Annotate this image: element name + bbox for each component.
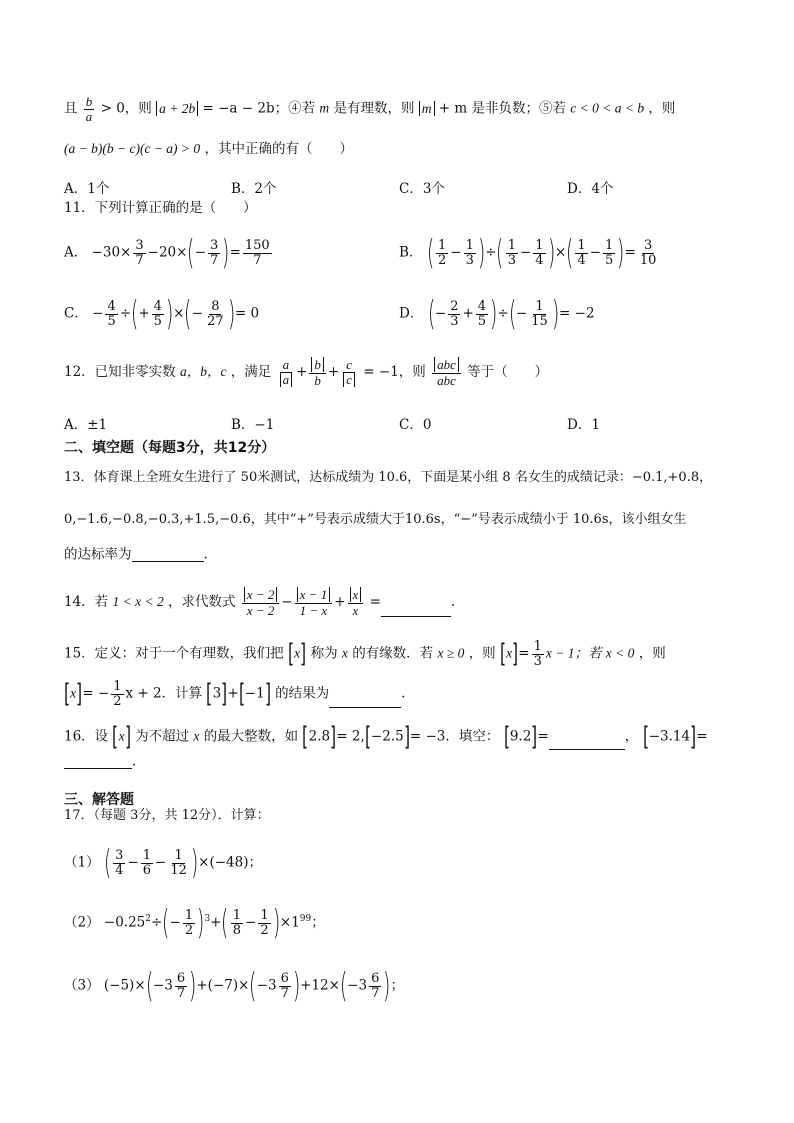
q17-part-3: （3） (−5)×(−3 $\frac{6}{7}$ )+(−7)×(−3 $\frac{6}{7}$ )+12×(−3 $\frac{6}{7}$ )； (64, 966, 405, 1006)
q13-line2: 0,−1.6,−0.8,−0.3,+1.5,−0.6，其中“+”号表示成绩大于10.6s，“−”号表示成绩小于 10.6s，该小组女生 (64, 512, 687, 527)
q11-stem: 11．下列计算正确的是（ ） (64, 200, 257, 216)
q15-answer-blank[interactable] (329, 693, 401, 708)
q10-line2: (a − b)(b − c)(c − a) > 0 ，其中正确的有（ ） (64, 141, 353, 157)
q17-part-2: $(2) -0.25^2\div(-$ $\frac{1}{2}$ )$^3$+( $\frac{1}{8}$ − $\frac{1}{2}$ )$\times 1^{99}$； (64, 903, 325, 943)
q13-line3: 的达标率为 . (64, 546, 208, 563)
q10-option-c[interactable]: C．3个 (399, 181, 445, 197)
q16-answer-blank-1[interactable] (549, 735, 625, 750)
abs-a-plus-2b: a + 2b (156, 101, 198, 116)
section-2-heading: 二、填空题（每题3分，共12分） (64, 440, 276, 456)
q12-option-c[interactable]: C．0 (399, 417, 432, 433)
q10-option-a[interactable]: A．1个 (64, 181, 110, 197)
q12-stem: 12．已知非零实数 a，b，c ，满足 $\frac{a}{a}$ + $\frac{b}{b}$ + $\frac{c}{c}$ = −1，则 $\frac{\text{abc}}{\text{abc}}$ 等于（ ） (64, 357, 549, 388)
q13-line1: 13．体育课上全班女生进行了 50米测试，达标成绩为 10.6，下面是某小组 8 名女生的成绩记录：−0.1,+0.8， (64, 470, 713, 485)
fraction-b-over-a: $\frac{b}{a}$ (85, 94, 93, 124)
q11-option-d[interactable]: D． (− $\frac{2}{3}$ + $\frac{4}{5}$ )÷(− $\frac{1}{15}$ )= −2 (399, 294, 595, 334)
q16-line1: 16．设 [x] 为不超过 x 的最大整数，如 [2.8]= 2,[−2.5]= −3．填空： [9.2]= ， [−3.14]= (64, 722, 708, 752)
q14: 14．若 1 < x < 2 ，求代数式 $\frac{x - 2}{x - 2}$ − $\frac{x - 1}{1 - x}$ + $\frac{x}{x}$ = . (64, 587, 456, 618)
q14-answer-blank[interactable] (381, 602, 451, 617)
q12-option-b[interactable]: B．−1 (231, 417, 275, 433)
q15-line1: 15．定义：对于一个有理数，我们把 [x] 称为 x 的有缘数．若 x ≥ 0 ，则 [x]= $\frac{1}{3}$ x − 1；若 x < 0 ，则 (64, 639, 666, 670)
q12-option-d[interactable]: D．1 (567, 417, 600, 433)
q11-option-c[interactable]: C． − $\frac{4}{5}$ ÷(+ $\frac{4}{5}$ )×(− $\frac{8}{27}$ )= 0 (64, 294, 260, 334)
q13-answer-blank[interactable] (132, 547, 204, 562)
q16-answer-blank-2[interactable] (64, 754, 132, 769)
section-3-heading: 三、解答题 (64, 792, 134, 808)
q10-option-d[interactable]: D．4个 (567, 181, 614, 197)
q10-option-b[interactable]: B．2个 (231, 181, 277, 197)
q17-part-1: （1） ( $\frac{3}{4}$ − $\frac{1}{6}$ − $\frac{1}{12}$ )×(−48)； (64, 843, 262, 883)
q12-option-a[interactable]: A．±1 (64, 417, 108, 433)
q15-line2: [x]= − $\frac{1}{2}$ x + 2．计算 [3]+[−1] 的结果为 . (64, 679, 406, 710)
q11-option-b[interactable]: B． ( $\frac{1}{2}$ − $\frac{1}{3}$ )÷( $\frac{1}{3}$ − $\frac{1}{4}$ )×( $\frac{1}{4}$ − $\frac{1}{5}$ )= $\frac{3}{10}$ (399, 233, 657, 273)
q11-option-a[interactable]: A． −30× $\frac{3}{7}$ −20×(− $\frac{3}{7}$ )= $\frac{150}{7}$ (64, 233, 270, 273)
q16-line2: . (64, 754, 136, 769)
q10-line1: 且 $\frac{b}{a}$ > 0，则 a + 2b = −a − 2b；④若 m 是有理数，则 m + m 是非负数；⑤若 c < 0 < a < b ，则 (64, 94, 676, 124)
q17-stem: 17．（每题 3分，共 12分）．计算： (64, 808, 270, 823)
